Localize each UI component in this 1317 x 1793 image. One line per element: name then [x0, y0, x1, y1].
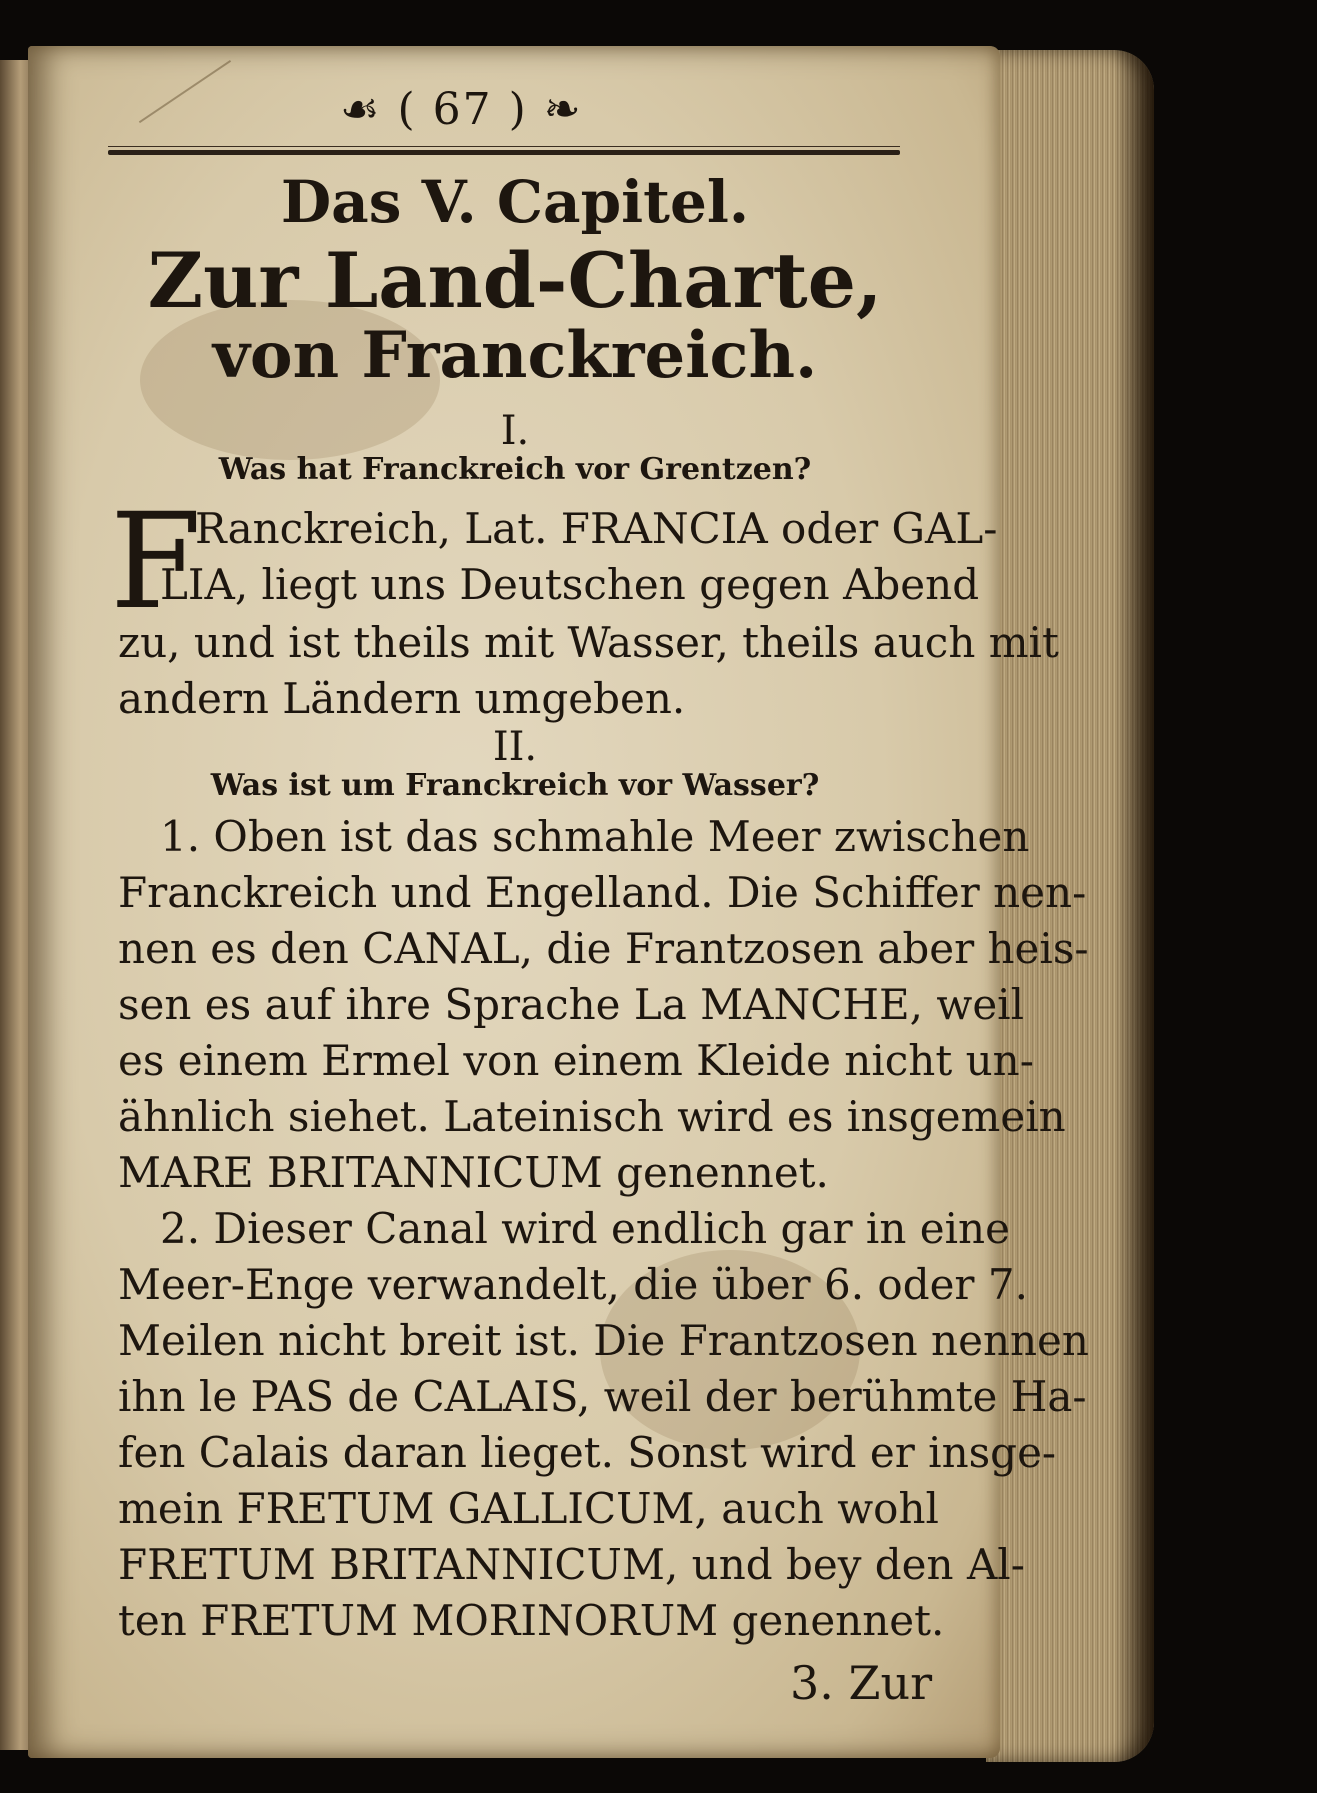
- running-header: [340, 84, 583, 135]
- section-numeral: I.: [500, 408, 530, 454]
- text-line: fen Calais daran lieget. Sonst wird er insge-: [118, 1428, 1057, 1477]
- drop-cap: F: [110, 485, 202, 639]
- text-line: 2. Dieser Canal wird endlich gar in eine: [160, 1204, 1010, 1253]
- text-line: andern Ländern umgeben.: [118, 674, 686, 723]
- header-rule-thin: [108, 146, 900, 147]
- title-line-1: Zur Land-Charte,: [147, 236, 883, 325]
- text-line: FRETUM BRITANNICUM, und bey den Al-: [118, 1540, 1025, 1589]
- text-line: MARE BRITANNICUM genennet.: [118, 1148, 829, 1197]
- chapter-heading: Das V. Capitel.: [280, 168, 750, 236]
- section-question: Was hat Franckreich vor Grentzen?: [218, 452, 812, 487]
- text-line: es einem Ermel von einem Kleide nicht un-: [118, 1036, 1034, 1085]
- text-line: ähnlich siehet. Lateinisch wird es insgemein: [118, 1092, 1066, 1141]
- text-line: ten FRETUM MORINORUM genennet.: [118, 1596, 945, 1645]
- title-line-2: von Franckreich.: [212, 318, 818, 393]
- text-line: LIA, liegt uns Deutschen gegen Abend: [160, 560, 980, 609]
- text-line: ihn le PAS de CALAIS, weil der berühmte Ha-: [118, 1372, 1087, 1421]
- text-line: sen es auf ihre Sprache La MANCHE, weil: [118, 980, 1025, 1029]
- text-line: Ranckreich, Lat. FRANCIA oder GAL-: [195, 504, 998, 553]
- text-line: zu, und ist theils mit Wasser, theils auch mit: [118, 618, 1059, 667]
- section-question: Was ist um Franckreich vor Wasser?: [210, 768, 820, 803]
- header-rule: [108, 150, 900, 155]
- text-line: Meer-Enge verwandelt, die über 6. oder 7.: [118, 1260, 1028, 1309]
- section-numeral: II.: [492, 724, 538, 770]
- text-line: Franckreich und Engelland. Die Schiffer nen-: [118, 868, 1087, 917]
- right-ornament: ❧: [543, 84, 583, 135]
- text-line: mein FRETUM GALLICUM, auch wohl: [118, 1484, 939, 1533]
- catchword: 3. Zur: [790, 1656, 933, 1710]
- text-line: 1. Oben ist das schmahle Meer zwischen: [160, 812, 1030, 861]
- left-ornament: ☙: [340, 84, 382, 135]
- page-number: ( 67 ): [397, 84, 528, 135]
- text-line: nen es den CANAL, die Frantzosen aber heis-: [118, 924, 1089, 973]
- text-line: Meilen nicht breit ist. Die Frantzosen nennen: [118, 1316, 1089, 1365]
